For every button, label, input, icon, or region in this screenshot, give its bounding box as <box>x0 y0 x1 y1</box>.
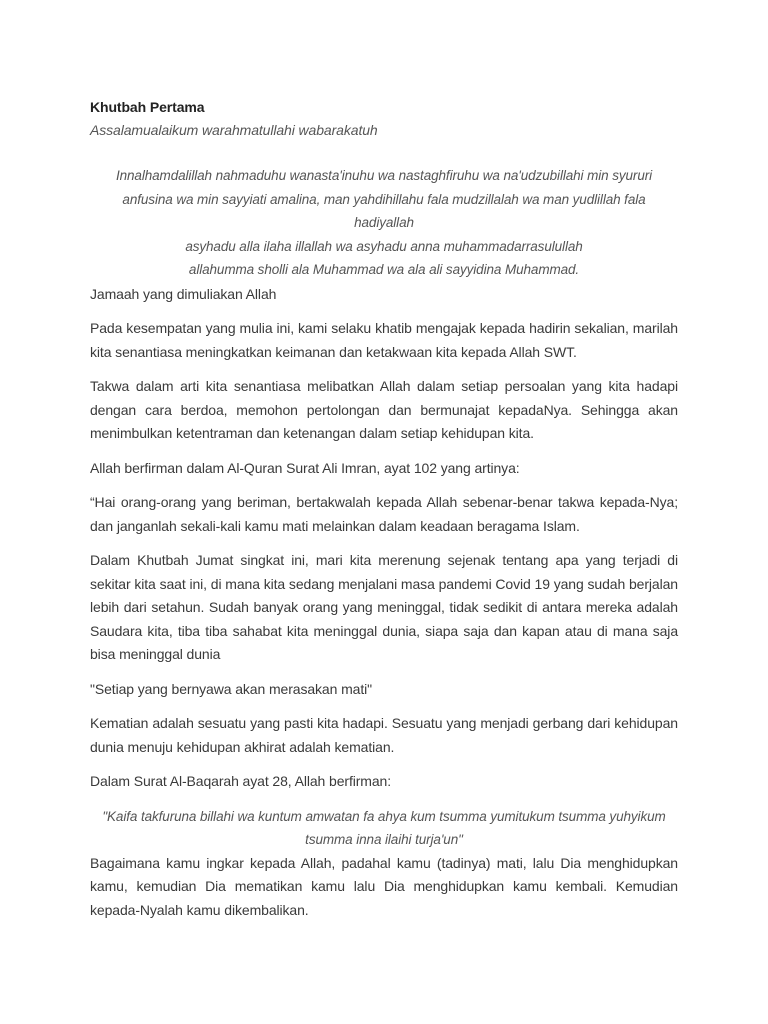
paragraph-quran-translation: “Hai orang-orang yang beriman, bertakwalah kepada Allah sebenar-benar takwa kepada-Nya; dan janganlah sekali-kali kamu mati melainkan dalam keadaan beragama Islam. <box>90 494 678 534</box>
opening-line: asyhadu alla ilaha illallah wa asyhadu anna muhammadarrasulullah <box>185 238 583 254</box>
arabic-quote: "Kaifa takfuruna billahi wa kuntum amwatan fa ahya kum tsumma yumitukum tsumma yuhyikum tsumma inna ilaihi turja'un" <box>102 808 666 847</box>
paragraph-quran-reference: Allah berfirman dalam Al-Quran Surat Ali Imran, ayat 102 yang artinya: <box>90 459 520 476</box>
opening-line: allahumma sholli ala Muhammad wa ala ali sayyidina Muhammad. <box>188 262 580 277</box>
paragraph-greeting: Jamaah yang dimuliakan Allah <box>90 285 277 302</box>
opening-line: Innalhamdalillah nahmaduhu wanasta'inuhu wa nastaghfiruhu wa na'udzubillahi min syururi <box>115 168 653 183</box>
paragraph-baqarah-translation: Bagaimana kamu ingkar kepada Allah, padahal kamu (tadinya) mati, lalu Dia menghidupkan kamu, kemudian Dia mematikan kamu lalu Dia menghidupkan kamu kembali. Kemudian kepada-Nyalah kamu dikembalikan. <box>90 854 678 918</box>
paragraph-pandemic: Dalam Khutbah Jumat singkat ini, mari kita merenung sejenak tentang apa yang terjadi di sekitar kita saat ini, di mana kita sedang menjalani masa pandemi Covid 19 yang sudah berjalan lebih dari setahun. Sudah banyak orang yang meninggal, tidak sedikit di antara mereka adalah Saudara kita, tiba tiba sahabat kita meninggal dunia, siapa saja dan kapan atau di mana saja bisa meninggal dunia <box>90 552 678 662</box>
opening-line: hadiyallah <box>354 215 414 230</box>
salam-line: Assalamualaikum warahmatullahi wabarakatuh <box>90 122 378 138</box>
paragraph-death: Kematian adalah sesuatu yang pasti kita hadapi. Sesuatu yang menjadi gerbang dari kehidupan dunia menuju kehidupan akhirat adalah kematian. <box>90 715 678 755</box>
document-page <box>90 97 678 933</box>
section-heading: Khutbah Pertama <box>90 99 205 115</box>
paragraph-takwa: Takwa dalam arti kita senantiasa melibatkan Allah dalam setiap persoalan yang kita hadapi dengan cara berdoa, memohon pertolongan dan bermunajat kepadaNya. Sehingga akan menimbulkan ketentraman dan ketenangan dalam setiap kehidupan kita. <box>90 378 678 441</box>
opening-line: anfusina wa min sayyiati amalina, man yahdihillahu fala mudzillalah wa man yudlillah fala <box>122 191 646 207</box>
opening-prayer <box>90 164 678 282</box>
paragraph-invitation: Pada kesempatan yang mulia ini, kami selaku khatib mengajak kepada hadirin sekalian, marilah kita senantiasa meningkatkan keimanan dan ketakwaan kita kepada Allah SWT. <box>90 320 678 360</box>
paragraph-death-quote: "Setiap yang bernyawa akan merasakan mati" <box>90 680 373 697</box>
paragraph-baqarah-reference: Dalam Surat Al-Baqarah ayat 28, Allah berfirman: <box>90 773 392 789</box>
